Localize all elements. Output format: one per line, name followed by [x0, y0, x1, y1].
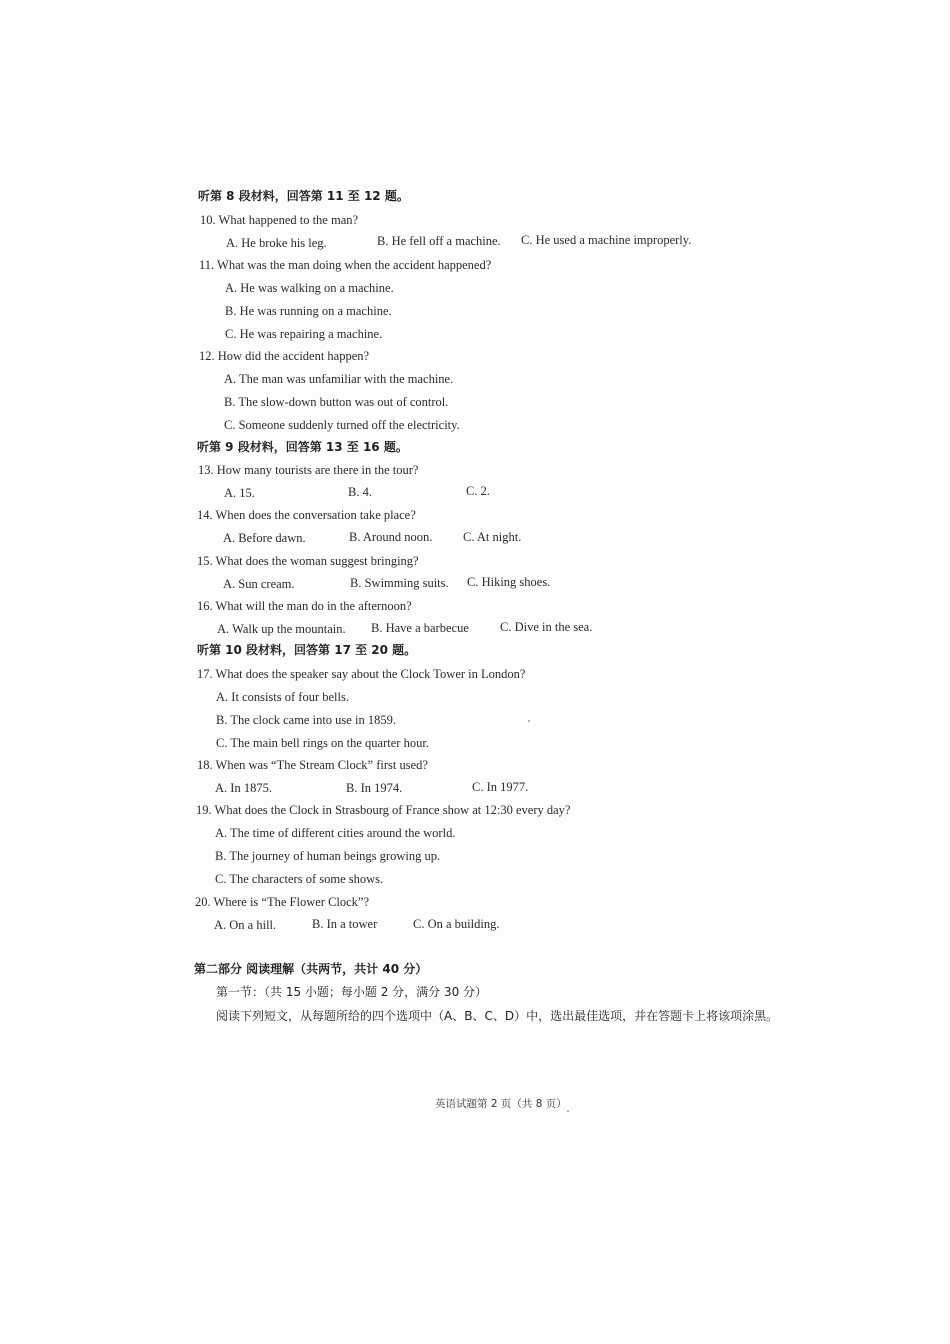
scan-speck — [528, 720, 530, 722]
question-19-option-a: A. The time of different cities around the world. — [215, 826, 456, 840]
question-16-option-b: B. Have a barbecue — [371, 621, 469, 635]
section-8-header: 听第 8 段材料，回答第 11 至 12 题。 — [198, 189, 409, 203]
question-10-option-a: A. He broke his leg. — [226, 236, 327, 250]
question-13-stem: 13. How many tourists are there in the tour? — [198, 463, 419, 477]
part-2-title: 第二部分 阅读理解（共两节，共计 40 分） — [194, 962, 428, 976]
question-20-stem: 20. Where is “The Flower Clock”? — [195, 895, 370, 909]
question-13-option-c: C. 2. — [466, 484, 490, 498]
section-10-header: 听第 10 段材料，回答第 17 至 20 题。 — [197, 643, 417, 657]
question-15-option-a: A. Sun cream. — [223, 577, 295, 591]
question-16-option-c: C. Dive in the sea. — [500, 620, 593, 634]
question-19-option-b: B. The journey of human beings growing up. — [215, 849, 441, 863]
question-17-stem: 17. What does the speaker say about the Clock Tower in London? — [197, 667, 526, 681]
question-20-option-c: C. On a building. — [413, 917, 500, 931]
question-15-option-b: B. Swimming suits. — [350, 576, 449, 590]
question-10-stem: 10. What happened to the man? — [200, 213, 359, 227]
question-14-option-c: C. At night. — [463, 530, 522, 544]
section-9-header: 听第 9 段材料，回答第 13 至 16 题。 — [197, 440, 408, 454]
question-17-option-b: B. The clock came into use in 1859. — [216, 713, 396, 727]
question-12-option-c: C. Someone suddenly turned off the electricity. — [224, 418, 460, 432]
question-13-option-a: A. 15. — [224, 486, 255, 500]
question-14-option-a: A. Before dawn. — [223, 531, 306, 545]
question-12-option-a: A. The man was unfamiliar with the machine. — [224, 372, 454, 386]
question-16-option-a: A. Walk up the mountain. — [217, 622, 346, 636]
question-14-stem: 14. When does the conversation take place? — [197, 508, 416, 522]
question-18-option-c: C. In 1977. — [472, 780, 529, 794]
question-12-stem: 12. How did the accident happen? — [199, 349, 370, 363]
question-16-stem: 16. What will the man do in the afternoon? — [197, 599, 412, 613]
page-footer: 英语试题第 2 页（共 8 页） — [435, 1098, 567, 1110]
question-18-option-a: A. In 1875. — [215, 781, 272, 795]
question-11-stem: 11. What was the man doing when the accident happened? — [199, 258, 492, 272]
question-20-option-b: B. In a tower — [312, 917, 378, 931]
question-15-stem: 15. What does the woman suggest bringing? — [197, 554, 419, 568]
question-14-option-b: B. Around noon. — [349, 530, 433, 544]
part-2-section-1: 第一节：（共 15 小题；每小题 2 分，满分 30 分） — [216, 985, 488, 999]
question-17-option-c: C. The main bell rings on the quarter hour. — [216, 736, 429, 750]
question-18-stem: 18. When was “The Stream Clock” first used? — [197, 758, 428, 772]
question-17-option-a: A. It consists of four bells. — [216, 690, 349, 704]
question-15-option-c: C. Hiking shoes. — [467, 575, 551, 589]
scan-speck — [567, 1110, 569, 1112]
question-11-option-a: A. He was walking on a machine. — [225, 281, 394, 295]
question-19-stem: 19. What does the Clock in Strasbourg of France show at 12:30 every day? — [196, 803, 571, 817]
question-11-option-b: B. He was running on a machine. — [225, 304, 392, 318]
part-2-instruction: 阅读下列短文，从每题所给的四个选项中（A、B、C、D）中，选出最佳选项，并在答题卡上将该项涂黑。 — [216, 1009, 779, 1023]
question-19-option-c: C. The characters of some shows. — [215, 872, 384, 886]
question-13-option-b: B. 4. — [348, 485, 372, 499]
question-20-option-a: A. On a hill. — [214, 918, 277, 932]
question-11-option-c: C. He was repairing a machine. — [225, 327, 383, 341]
question-18-option-b: B. In 1974. — [346, 781, 403, 795]
question-10-option-c: C. He used a machine improperly. — [521, 233, 692, 247]
question-10-option-b: B. He fell off a machine. — [377, 234, 501, 248]
question-12-option-b: B. The slow-down button was out of control. — [224, 395, 449, 409]
